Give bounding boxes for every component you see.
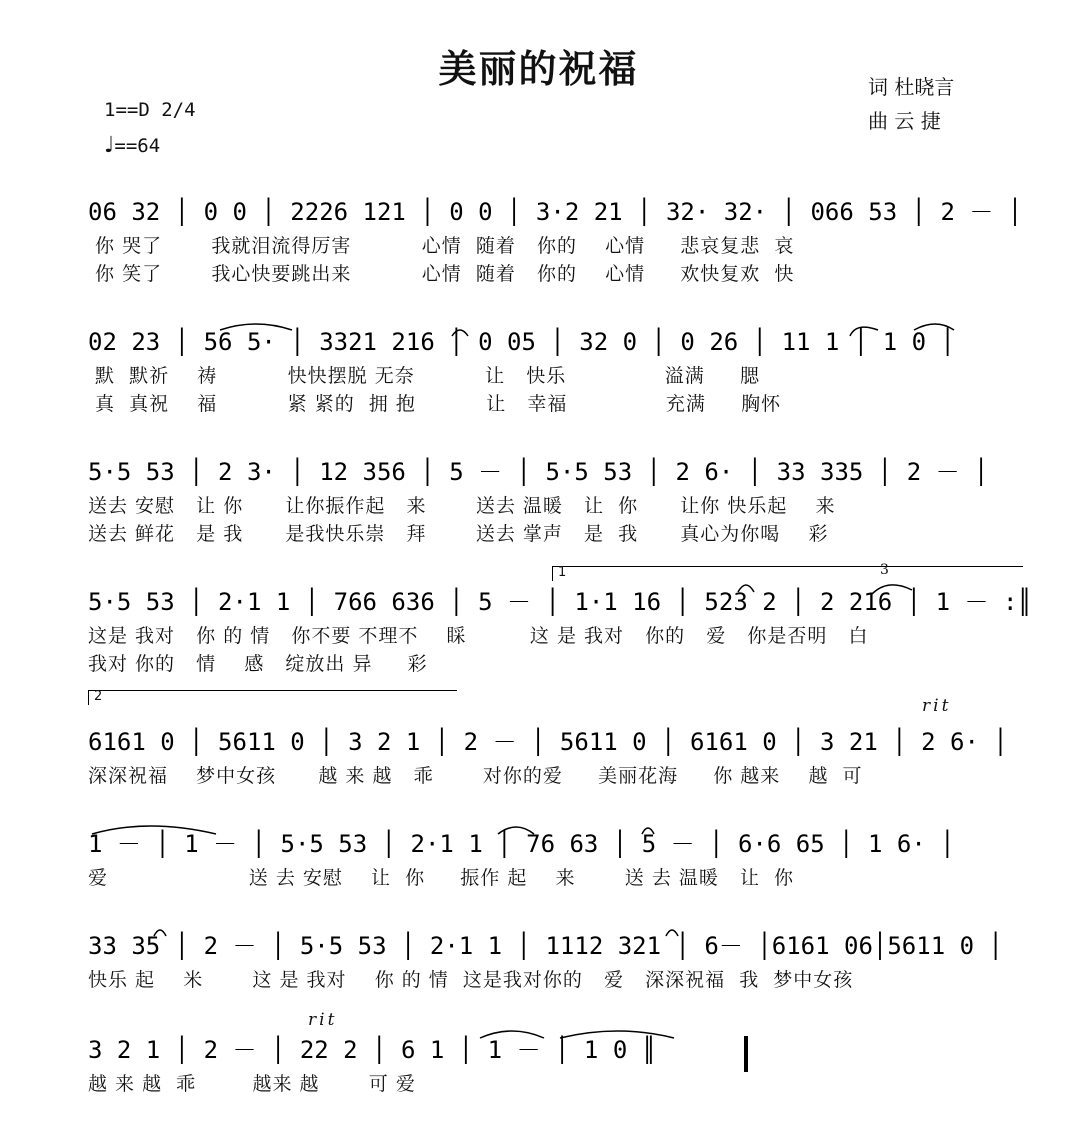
score-system-5 <box>88 722 1032 790</box>
lyric-verse-2: 你 笑了 我心快要跳出来 心情 随着 你的 心情 欢快复欢 快 <box>88 263 795 285</box>
lyric-verse-2: 真 真祝 福 紧 紧的 拥 抱 让 幸福 充满 胸怀 <box>88 393 782 415</box>
song-title: 美丽的祝福 <box>438 46 639 91</box>
tempo-marking <box>104 128 196 164</box>
score-system-2 <box>88 322 1032 418</box>
ritardando-marker: rit <box>922 696 952 716</box>
quarter-note-icon: ♩ <box>104 133 115 158</box>
notation-line: 06 32 │ 0 0 │ 2226 121 │ 0 0 │ 3·2 21 │ 32· 32· │ 066 53 │ 2 － │ <box>88 198 1023 226</box>
lyric-line: 深深祝福 梦中女孩 越 来 越 乖 对你的爱 美丽花海 你 越来 越 可 <box>88 765 863 787</box>
notation-line: 33 35 │ 2 － │ 5·5 53 │ 2·1 1 │ 1112 321 │ 6－ │6161 06│5611 0 │ <box>88 932 1003 960</box>
triplet-marker: 3 <box>880 562 892 578</box>
lyric-line: 快乐 起 米 这 是 我对 你 的 情 这是我对你的 爱 深深祝福 我 梦中女孩 <box>88 969 854 991</box>
lyric-verse-1: 这是 我对 你 的 情 你不要 不理不 睬 这 是 我对 你的 爱 你是否明 白 <box>88 625 869 647</box>
notation-line: 3 2 1 │ 2 － │ 22 2 │ 6 1 │ 1 － │ 1 0 ║ <box>88 1036 657 1064</box>
lyric-verse-1: 送去 安慰 让 你 让你振作起 来 送去 温暖 让 你 让你 快乐起 来 <box>88 495 836 517</box>
final-barline <box>744 1036 748 1072</box>
lyricist-credit: 词 杜晓言 <box>868 75 955 99</box>
score-system-8 <box>88 1030 1032 1098</box>
notation-line: 5·5 53 │ 2 3· │ 12 356 │ 5 － │ 5·5 53 │ 2 6· │ 33 335 │ 2 － │ <box>88 458 989 486</box>
composer-credit: 曲 云 捷 <box>868 109 941 133</box>
ritardando-marker: rit <box>308 1010 338 1030</box>
key-tempo-block <box>104 92 196 164</box>
tempo-value: ==64 <box>114 135 161 157</box>
lyric-verse-2: 我对 你的 情 感 绽放出 异 彩 <box>88 653 428 675</box>
volta-bracket-1 <box>552 566 1023 581</box>
notation-line: 6161 0 │ 5611 0 │ 3 2 1 │ 2 － │ 5611 0 │ 6161 0 │ 3 21 │ 2 6· │ <box>88 728 1008 756</box>
volta-number: 2 <box>94 689 103 704</box>
lyric-line: 爱 送 去 安慰 让 你 振作 起 来 送 去 温暖 让 你 <box>88 867 795 889</box>
volta-bracket-2 <box>88 690 457 705</box>
lyric-verse-1: 你 哭了 我就泪流得厉害 心情 随着 你的 心情 悲哀复悲 哀 <box>88 235 795 257</box>
score-system-6 <box>88 824 1032 892</box>
notation-line: 5·5 53 │ 2·1 1 │ 766 636 │ 5 － │ 1·1 16 │ 523 2 │ 2 216 │ 1 － :║ <box>88 588 1032 616</box>
score-system-7 <box>88 926 1032 994</box>
score-system-3 <box>88 452 1032 548</box>
lyric-verse-1: 默 默祈 祷 快快摆脱 无奈 让 快乐 溢满 腮 <box>88 365 760 387</box>
lyric-verse-2: 送去 鲜花 是 我 是我快乐崇 拜 送去 掌声 是 我 真心为你喝 彩 <box>88 523 829 545</box>
key-signature: 1==D 2/4 <box>104 99 196 121</box>
score-system-1 <box>88 192 1032 288</box>
volta-number: 1 <box>558 565 567 580</box>
notation-line: 1 － │ 1 － │ 5·5 53 │ 2·1 1 │ 76 63 │ 5 － │ 6·6 65 │ 1 6· │ <box>88 830 955 858</box>
lyric-line: 越 来 越 乖 越来 越 可 爱 <box>88 1073 416 1095</box>
score-system-4 <box>88 582 1032 678</box>
notation-line: 02 23 │ 56 5· │ 3321 216 │ 0 05 │ 32 0 │ 0 26 │ 11 1 │ 1 0 │ <box>88 328 955 356</box>
credits <box>868 70 954 138</box>
